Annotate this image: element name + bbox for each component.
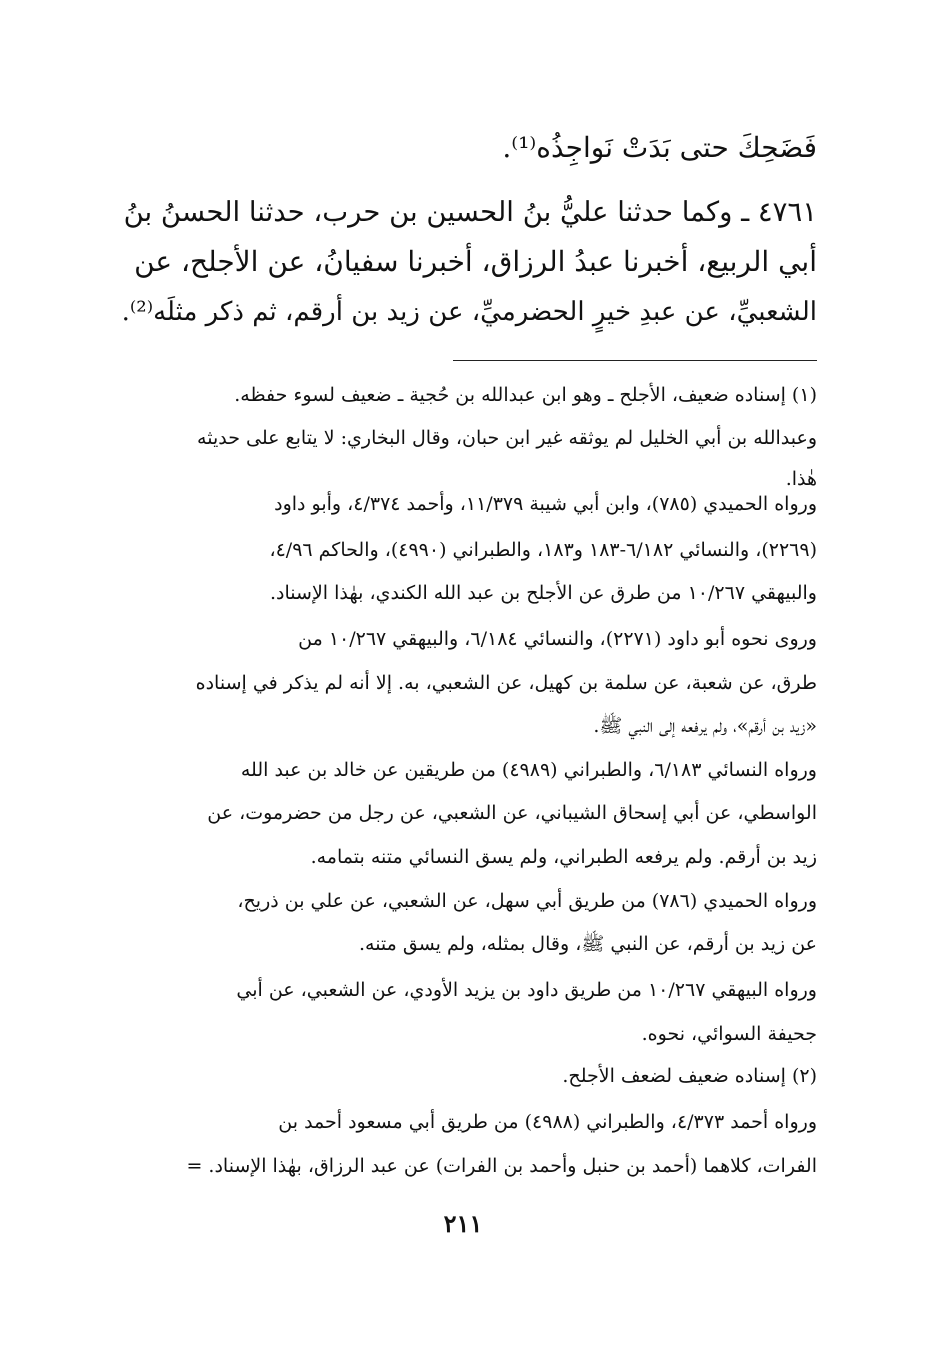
footnote-line-11: الواسطي، عن أبي إسحاق الشيباني، عن الشعبي، عن رجل من حضرموت، عن <box>207 802 817 824</box>
page-number: ٢١١ <box>443 1209 483 1238</box>
footnote-line-19: الفرات، كلاهما (أحمد بن حنبل وأحمد بن الفرات) عن عبد الرزاق، بهٰذا الإسناد. = <box>186 1155 817 1177</box>
main-text-line-4: الشعبيِّ، عن عبدِ خيرٍ الحضرميِّ، عن زيد بن أرقم، ثم ذكر مثلَه⁽²⁾. <box>121 297 817 327</box>
footnote-line-8: طرق، عن شعبة، عن سلمة بن كهيل، عن الشعبي، به. إلا أنه لم يذكر في إسناده <box>195 672 817 694</box>
footnote-line-9: «زيد بن أرقم»، ولم يرفعه إلى النبي ﷺ. <box>593 715 817 737</box>
footnote-line-15: ورواه البيهقي ١٠/٢٦٧ من طريق داود بن يزيد الأودي، عن الشعبي، عن أبي <box>236 979 817 1001</box>
footnote-line-3: هٰذا. <box>785 468 817 490</box>
footnote-line-10: ورواه النسائي ٦/١٨٣، والطبراني (٤٩٨٩) من طريقين عن خالد بن عبد الله <box>240 759 817 781</box>
footnote-line-1: (١) إسناده ضعيف، الأجلح ـ وهو ابن عبدالله بن حُجية ـ ضعيف لسوء حفظه. <box>234 384 817 406</box>
footnote-line-17: (٢) إسناده ضعيف لضعف الأجلح. <box>562 1065 817 1087</box>
footnote-separator <box>453 360 817 361</box>
footnote-line-14: عن زيد بن أرقم، عن النبي ﷺ، وقال بمثله، ولم يسق متنه. <box>358 933 817 955</box>
footnote-line-6: والبيهقي ١٠/٢٦٧ من طرق عن الأجلح بن عبد الله الكندي، بهٰذا الإسناد. <box>270 582 817 604</box>
main-text-line-2: ٤٧٦١ ـ وكما حدثنا عليُّ بنُ الحسين بن حرب، حدثنا الحسنُ بنُ <box>123 196 817 228</box>
main-text-line-1: فَضَحِكَ حتى بَدَتْ نَواجِذُه⁽¹⁾. <box>502 131 817 164</box>
footnote-line-13: ورواه الحميدي (٧٨٦) من طريق أبي سهل، عن الشعبي، عن علي بن ذريح، <box>237 890 817 912</box>
footnote-line-12: زيد بن أرقم. ولم يرفعه الطبراني، ولم يسق النسائي متنه بتمامه. <box>310 846 817 868</box>
main-text-line-3: أبي الربيع، أخبرنا عبدُ الرزاق، أخبرنا سفيانُ، عن الأجلح، عن <box>134 245 817 278</box>
footnote-line-5: (٢٢٦٩)، والنسائي ٦/١٨٢-١٨٣ و١٨٣، والطبراني (٤٩٩٠)، والحاكم ٤/٩٦، <box>269 539 817 561</box>
footnote-line-4: ورواه الحميدي (٧٨٥)، وابن أبي شيبة ١١/٣٧٩، وأحمد ٤/٣٧٤، وأبو داود <box>274 493 817 515</box>
footnote-line-7: وروى نحوه أبو داود (٢٢٧١)، والنسائي ٦/١٨٤، والبيهقي ١٠/٢٦٧ من <box>298 628 817 650</box>
footnote-line-18: ورواه أحمد ٤/٣٧٣، والطبراني (٤٩٨٨) من طريق أبي مسعود أحمد بن <box>278 1111 817 1133</box>
footnote-line-16: جحيفة السوائي، نحوه. <box>641 1023 817 1045</box>
footnote-line-2: وعبدالله بن أبي الخليل لم يوثقه غير ابن حبان، وقال البخاري: لا يتابع على حديثه <box>197 427 817 449</box>
